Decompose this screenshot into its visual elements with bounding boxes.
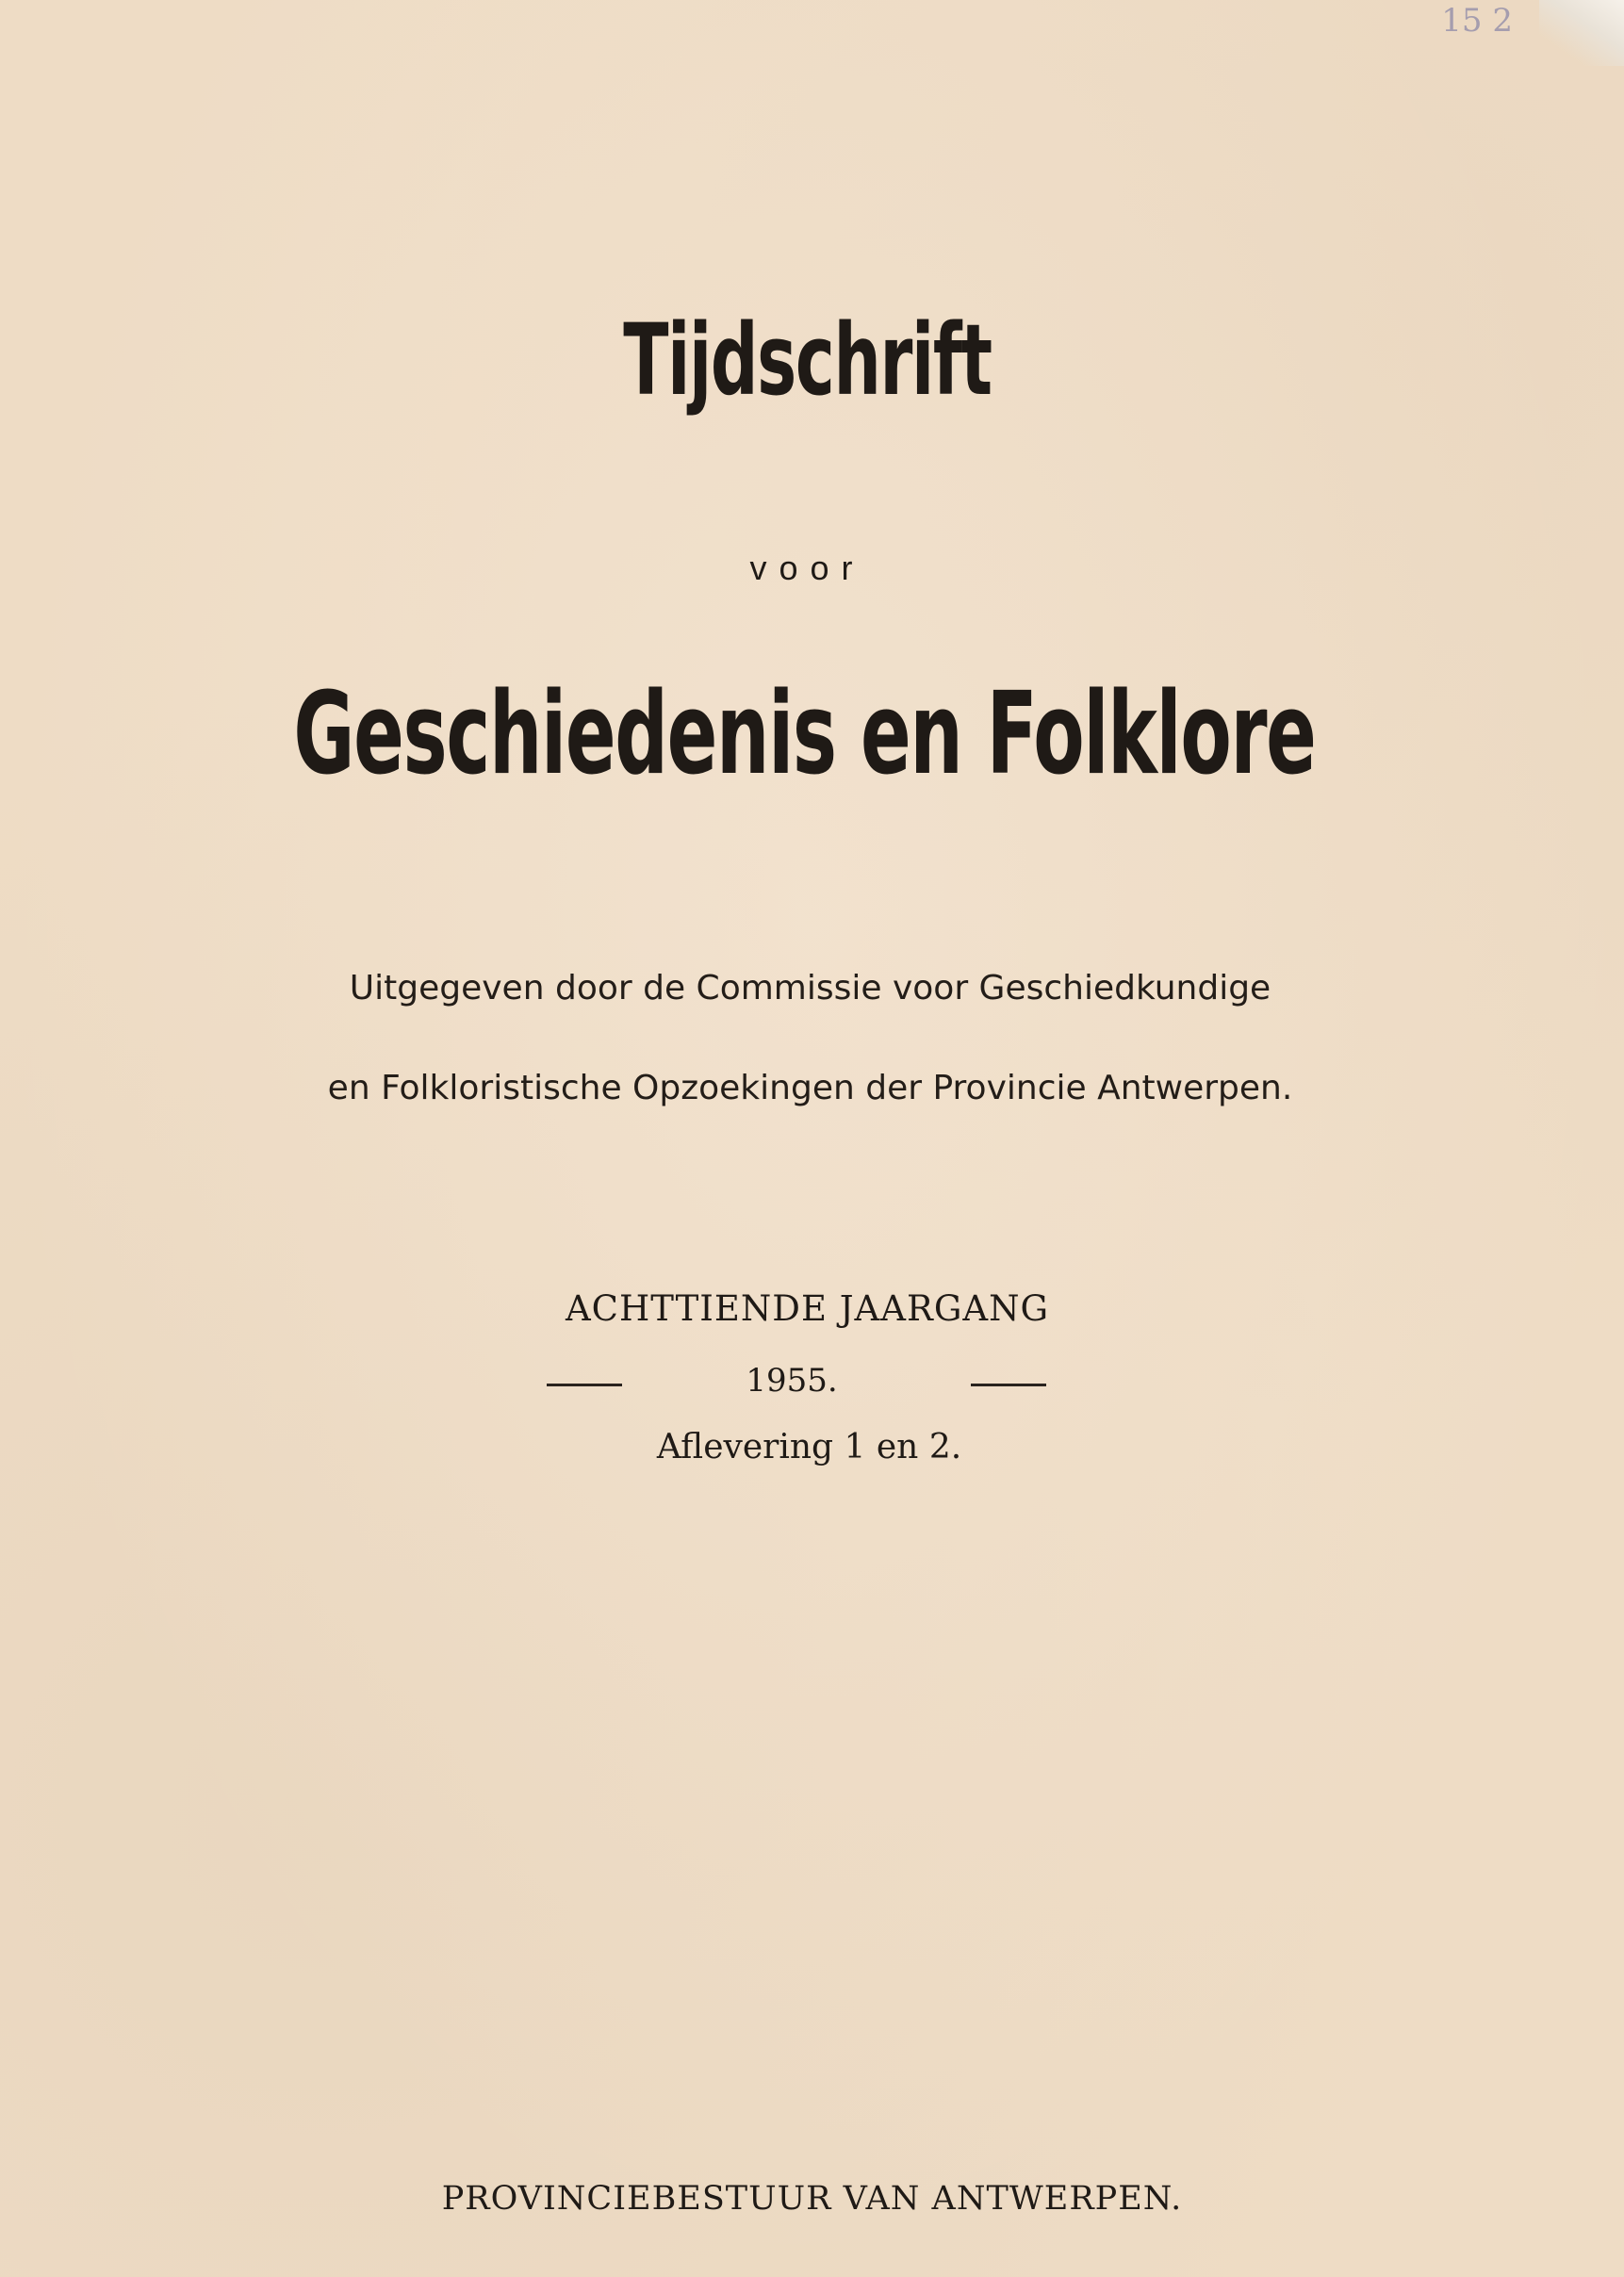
publisher-line-2: en Folkloristische Opzoekingen der Provincie Antwerpen. (327, 1069, 1293, 1107)
volume-label: ACHTTIENDE JAARGANG (565, 1288, 1050, 1329)
journal-subject: Geschiedenis en Folklore (293, 669, 1316, 800)
year-row (537, 1362, 1046, 1402)
handwritten-mark: 15 2 (1441, 2, 1513, 40)
title-connector: voor (749, 549, 865, 587)
right-rule (971, 1384, 1046, 1386)
journal-title: Tijdschrift (623, 303, 992, 418)
torn-corner (1539, 0, 1624, 66)
publisher-line-1: Uitgegeven door de Commissie voor Geschiedkundige (349, 969, 1271, 1007)
publication-year: 1955. (746, 1362, 838, 1400)
publisher-statement (0, 939, 1622, 1138)
publisher-footer: PROVINCIEBESTUUR VAN ANTWERPEN. (441, 2180, 1183, 2218)
issue-label: Aflevering 1 en 2. (656, 1428, 962, 1466)
